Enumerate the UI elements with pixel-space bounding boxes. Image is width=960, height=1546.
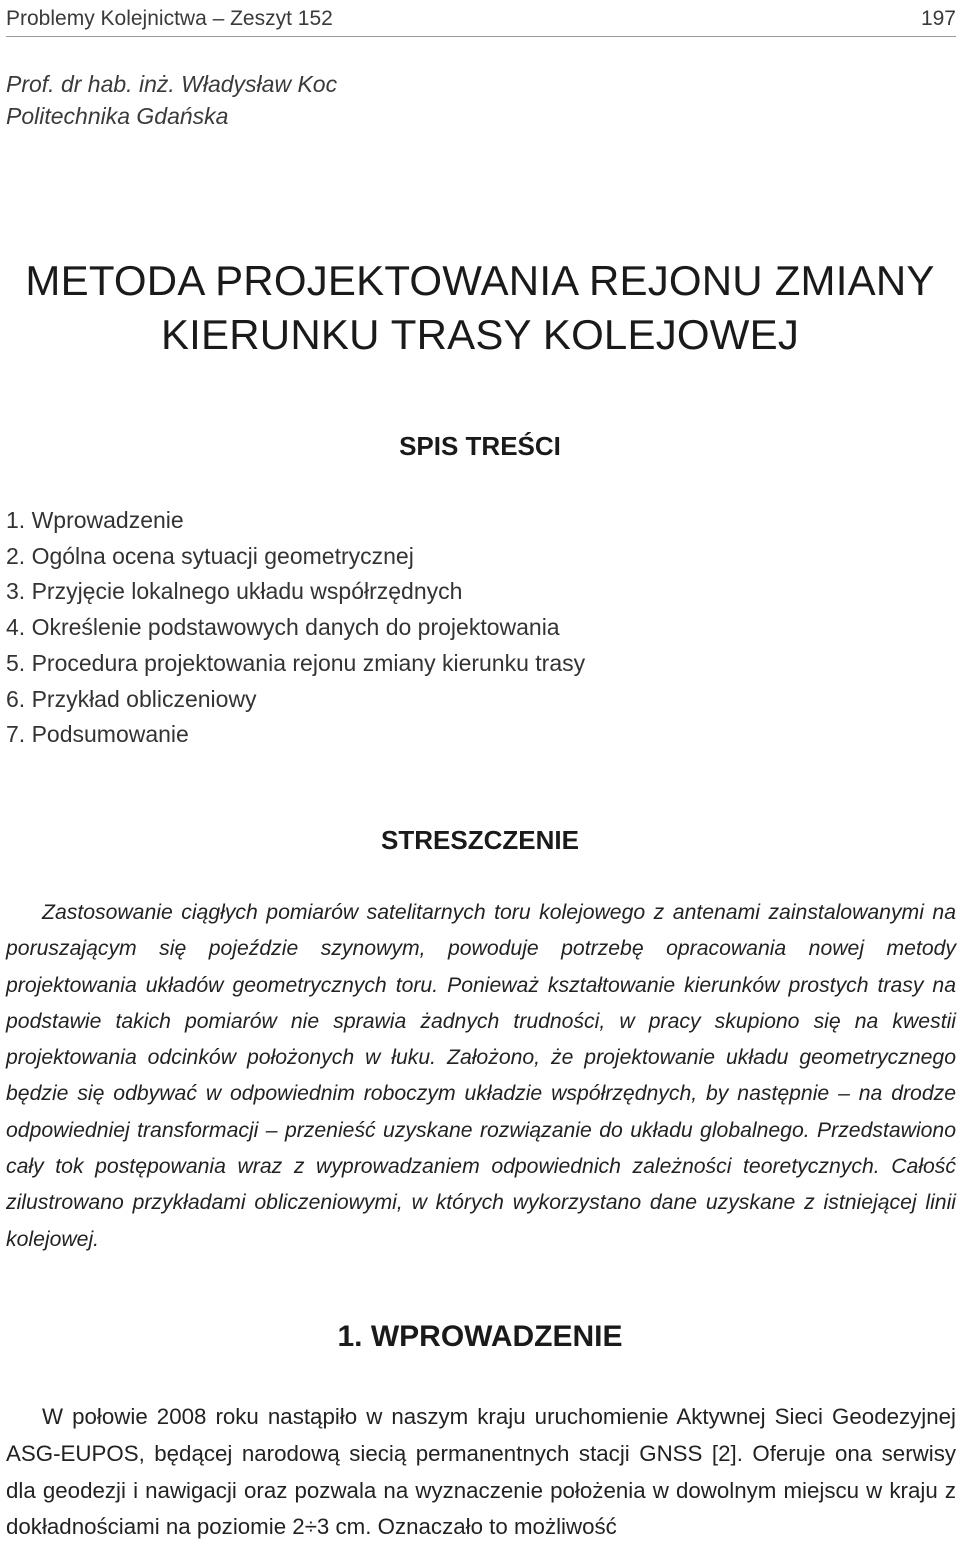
running-header xyxy=(6,0,956,37)
toc-item: 1. Wprowadzenie xyxy=(6,507,184,533)
author-affiliation: Politechnika Gdańska xyxy=(6,103,229,129)
author-name: Prof. dr hab. inż. Władysław Koc xyxy=(6,71,338,97)
toc-item: 6. Przykład obliczeniowy xyxy=(6,685,257,712)
toc-item: 5. Procedura projektowania rejonu zmiany kierunku trasy xyxy=(6,649,586,676)
toc-heading: SPIS TREŚCI xyxy=(399,431,561,461)
abstract-text: Zastosowanie ciągłych pomiarów satelitarnych toru kolejowego z antenami zainstalowanymi na poruszającym się pojeździe szynowym, powoduje potrzebę opracowania nowej metody projektowania układów geometrycznych toru. Ponieważ kształtowanie kierunków prostych trasy na podstawie takich pomiarów nie sprawia żadnych trudności, w pracy skupiono się na kwestii projektowania odcinków położonych w łuku. Założono, że projektowanie układu geometrycznego będzie się odbywać w odpowiednim roboczym układzie współrzędnych, by następnie – na drodze odpowiedniej transformacji – przenieść uzyskane rozwiązanie do układu globalnego. Przedstawiono cały tok postępowania wraz z wyprowadzaniem odpowiednich zależności teoretycznych. Całość zilustrowano przykładami obliczeniowymi, w których wykorzystano dane uzyskane z istniejącej linii kolejowej. xyxy=(6,901,956,1251)
toc-item: 3. Przyjęcie lokalnego układu współrzędnych xyxy=(6,578,463,605)
toc-item: 7. Podsumowanie xyxy=(6,721,189,748)
section-paragraph: W połowie 2008 roku nastąpiło w naszym kraju uruchomienie Aktywnej Sieci Geodezyjnej ASG-EUPOS, będącej narodową siecią permanentnych stacji GNSS [2]. Oferuje ona serwisy dla geodezji i nawigacji oraz pozwala na wyznaczenie położenia w dowolnym miejscu w kraju z dokładnościami na poziomie 2÷3 cm. Oznaczało to możliwość xyxy=(6,1404,956,1540)
journal-name: Problemy Kolejnictwa – Zeszyt 152 xyxy=(6,7,333,30)
author-block xyxy=(6,68,337,132)
toc-item: 4. Określenie podstawowych danych do projektowania xyxy=(6,614,560,641)
title-line-2: KIERUNKU TRASY KOLEJOWEJ xyxy=(160,311,800,358)
abstract-heading: STRESZCZENIE xyxy=(381,825,579,855)
page-number: 197 xyxy=(920,7,956,30)
paper-title xyxy=(0,254,960,362)
section-heading: 1. WPROWADZENIE xyxy=(337,1320,623,1353)
toc-item: 2. Ogólna ocena sytuacji geometrycznej xyxy=(6,542,414,569)
table-of-contents xyxy=(6,503,585,753)
title-line-1: METODA PROJEKTOWANIA REJONU ZMIANY xyxy=(25,257,935,304)
